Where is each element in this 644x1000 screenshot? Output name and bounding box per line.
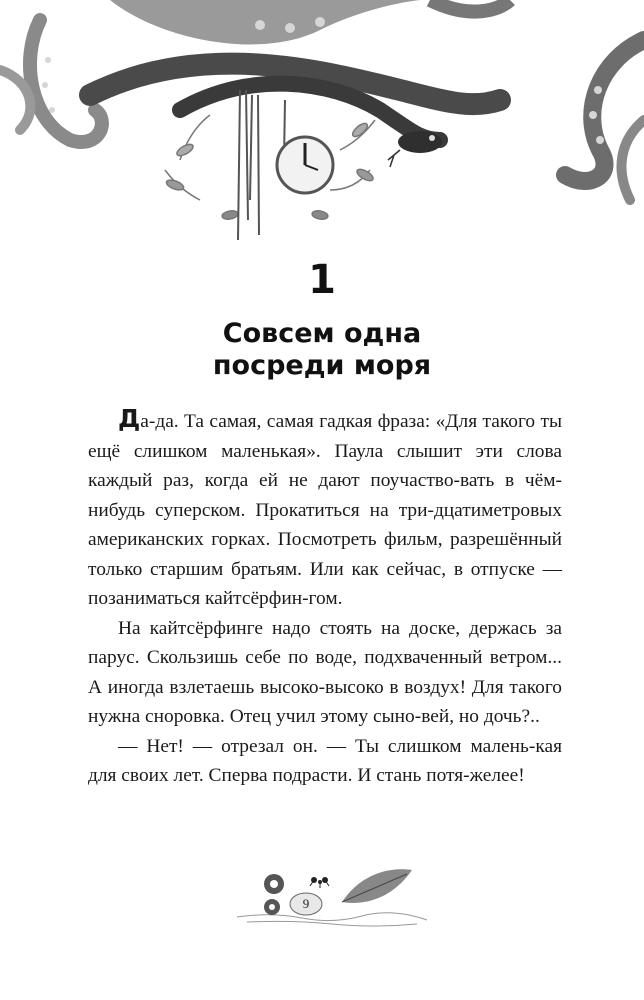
chapter-title-line2: посреди моря	[212, 350, 432, 381]
footer-ornament	[232, 862, 432, 930]
paragraph-2: На кайтсёрфинге надо стоять на доске, держась за парус. Скользишь себе по воде, подхваченный ветром... А иногда взлетаешь высоко-высоко в воздух! Для такого нужна сноровка. Отец учил этому сыно-вей, но дочь?..	[88, 617, 562, 727]
leaf-icon	[342, 869, 412, 903]
chapter-title	[0, 318, 644, 382]
chapter-number: 1	[308, 257, 336, 303]
gear-icon	[264, 874, 284, 915]
page-number: 9	[302, 896, 310, 911]
clock-illustration	[277, 137, 333, 193]
ant-icon	[310, 877, 329, 888]
chapter-header-illustration	[0, 0, 644, 250]
paragraph-initial-letter: Д	[118, 404, 141, 433]
chapter-body-text	[88, 404, 562, 791]
chapter-title-line1: Совсем одна	[222, 318, 422, 349]
foliage-illustration	[165, 115, 375, 220]
paragraph-3: — Нет! — отрезал он. — Ты слишком малень-кая для своих лет. Сперва подрасти. И стань потя-желее!	[88, 735, 562, 786]
paragraph-1	[88, 404, 562, 614]
ground-texture	[237, 913, 427, 926]
paragraph-1-text: а-да. Та самая, самая гадкая фраза: «Для такого ты ещё слишком маленькая». Паула слышит эти слова каждый раз, когда ей не дают поучаство-вать в чём-нибудь суперском. Прокатиться на три-дцатиметровых американских горках. Посмотреть фильм, разрешённый только старшим братьям. Или как сейчас, в отпуске — позаниматься кайтсёрфин-гом.	[88, 411, 562, 609]
